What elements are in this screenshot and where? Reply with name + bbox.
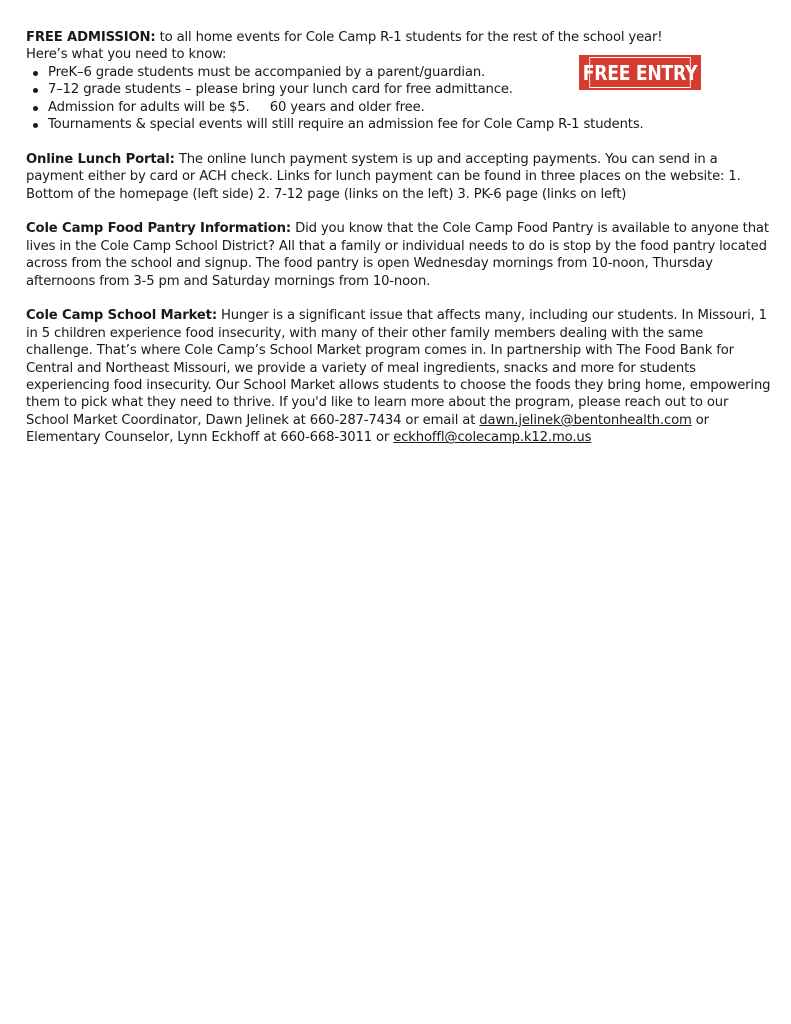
- list-item: Admission for adults will be $5. 60 years and older free.: [48, 99, 771, 116]
- free-entry-stamp-label: FREE ENTRY: [589, 57, 690, 88]
- food-pantry-text: Did you know that the Cole Camp Food Pantry is available to anyone that lives in the Cole Camp School District? All that a family or individual needs to do is stop by the food pantry located across from the school and signup. The food pantry is open Wednesday mornings from 10-noon, Thursday afternoons from 3-5 pm and Saturday mornings from 10-noon.: [26, 221, 769, 289]
- lunch-portal-section: [26, 151, 771, 203]
- school-market-paragraph: [26, 307, 771, 446]
- school-market-text-cont: or Elementary Counselor, Lynn Eckhoff at 660-668-3011 or: [26, 412, 709, 446]
- list-item: Tournaments & special events will still require an admission fee for Cole Camp R-1 students.: [48, 116, 771, 133]
- lunch-portal-text: The online lunch payment system is up and accepting payments. You can send in a payment either by card or ACH check. Links for lunch payment can be found in three places on the website: 1. Bottom of the homepage (left side) 2. 7-12 page (links on the left) 3. PK-6 page (links on left): [26, 151, 741, 202]
- free-admission-paragraph: [26, 29, 771, 46]
- food-pantry-paragraph: [26, 220, 771, 290]
- food-pantry-heading: Cole Camp Food Pantry Information:: [26, 221, 292, 237]
- free-entry-stamp: [579, 55, 701, 90]
- free-admission-text: to all home events for Cole Camp R-1 students for the rest of the school year!: [155, 30, 663, 45]
- list-item: PreK–6 grade students must be accompanied by a parent/guardian.: [48, 64, 771, 81]
- food-pantry-section: [26, 220, 771, 290]
- free-admission-intro: Here’s what you need to know:: [26, 47, 227, 63]
- list-item: 7–12 grade students – please bring your lunch card for free admittance.: [48, 81, 771, 98]
- lunch-portal-paragraph: [26, 151, 771, 203]
- lunch-portal-heading: Online Lunch Portal:: [26, 151, 175, 167]
- free-admission-heading: FREE ADMISSION:: [26, 30, 156, 45]
- school-market-text: Hunger is a significant issue that affects many, including our students. In Missouri, 1 in 5 children experience food insecurity, with many of their other family members dealing with the same challenge. That’s where Cole Camp’s School Market program comes in. In partnership with The Food Bank for Central and Northeast Missouri, we provide a variety of meal ingredients, snacks and more for students experiencing food insecurity. Our School Market allows students to choose the foods they bring home, empowering them to pick what they need to thrive. If you'd like to learn more about the program, please reach out to our School Market Coordinator, Dawn Jelinek at 660-287-7434 or email at: [26, 308, 771, 428]
- counselor-email-link[interactable]: eckhoffl@colecamp.k12.mo.us: [393, 430, 592, 446]
- school-market-section: [26, 307, 771, 446]
- document-body: [26, 29, 771, 464]
- coordinator-email-link[interactable]: dawn.jelinek@bentonhealth.com: [479, 412, 692, 428]
- school-market-heading: Cole Camp School Market:: [26, 308, 217, 324]
